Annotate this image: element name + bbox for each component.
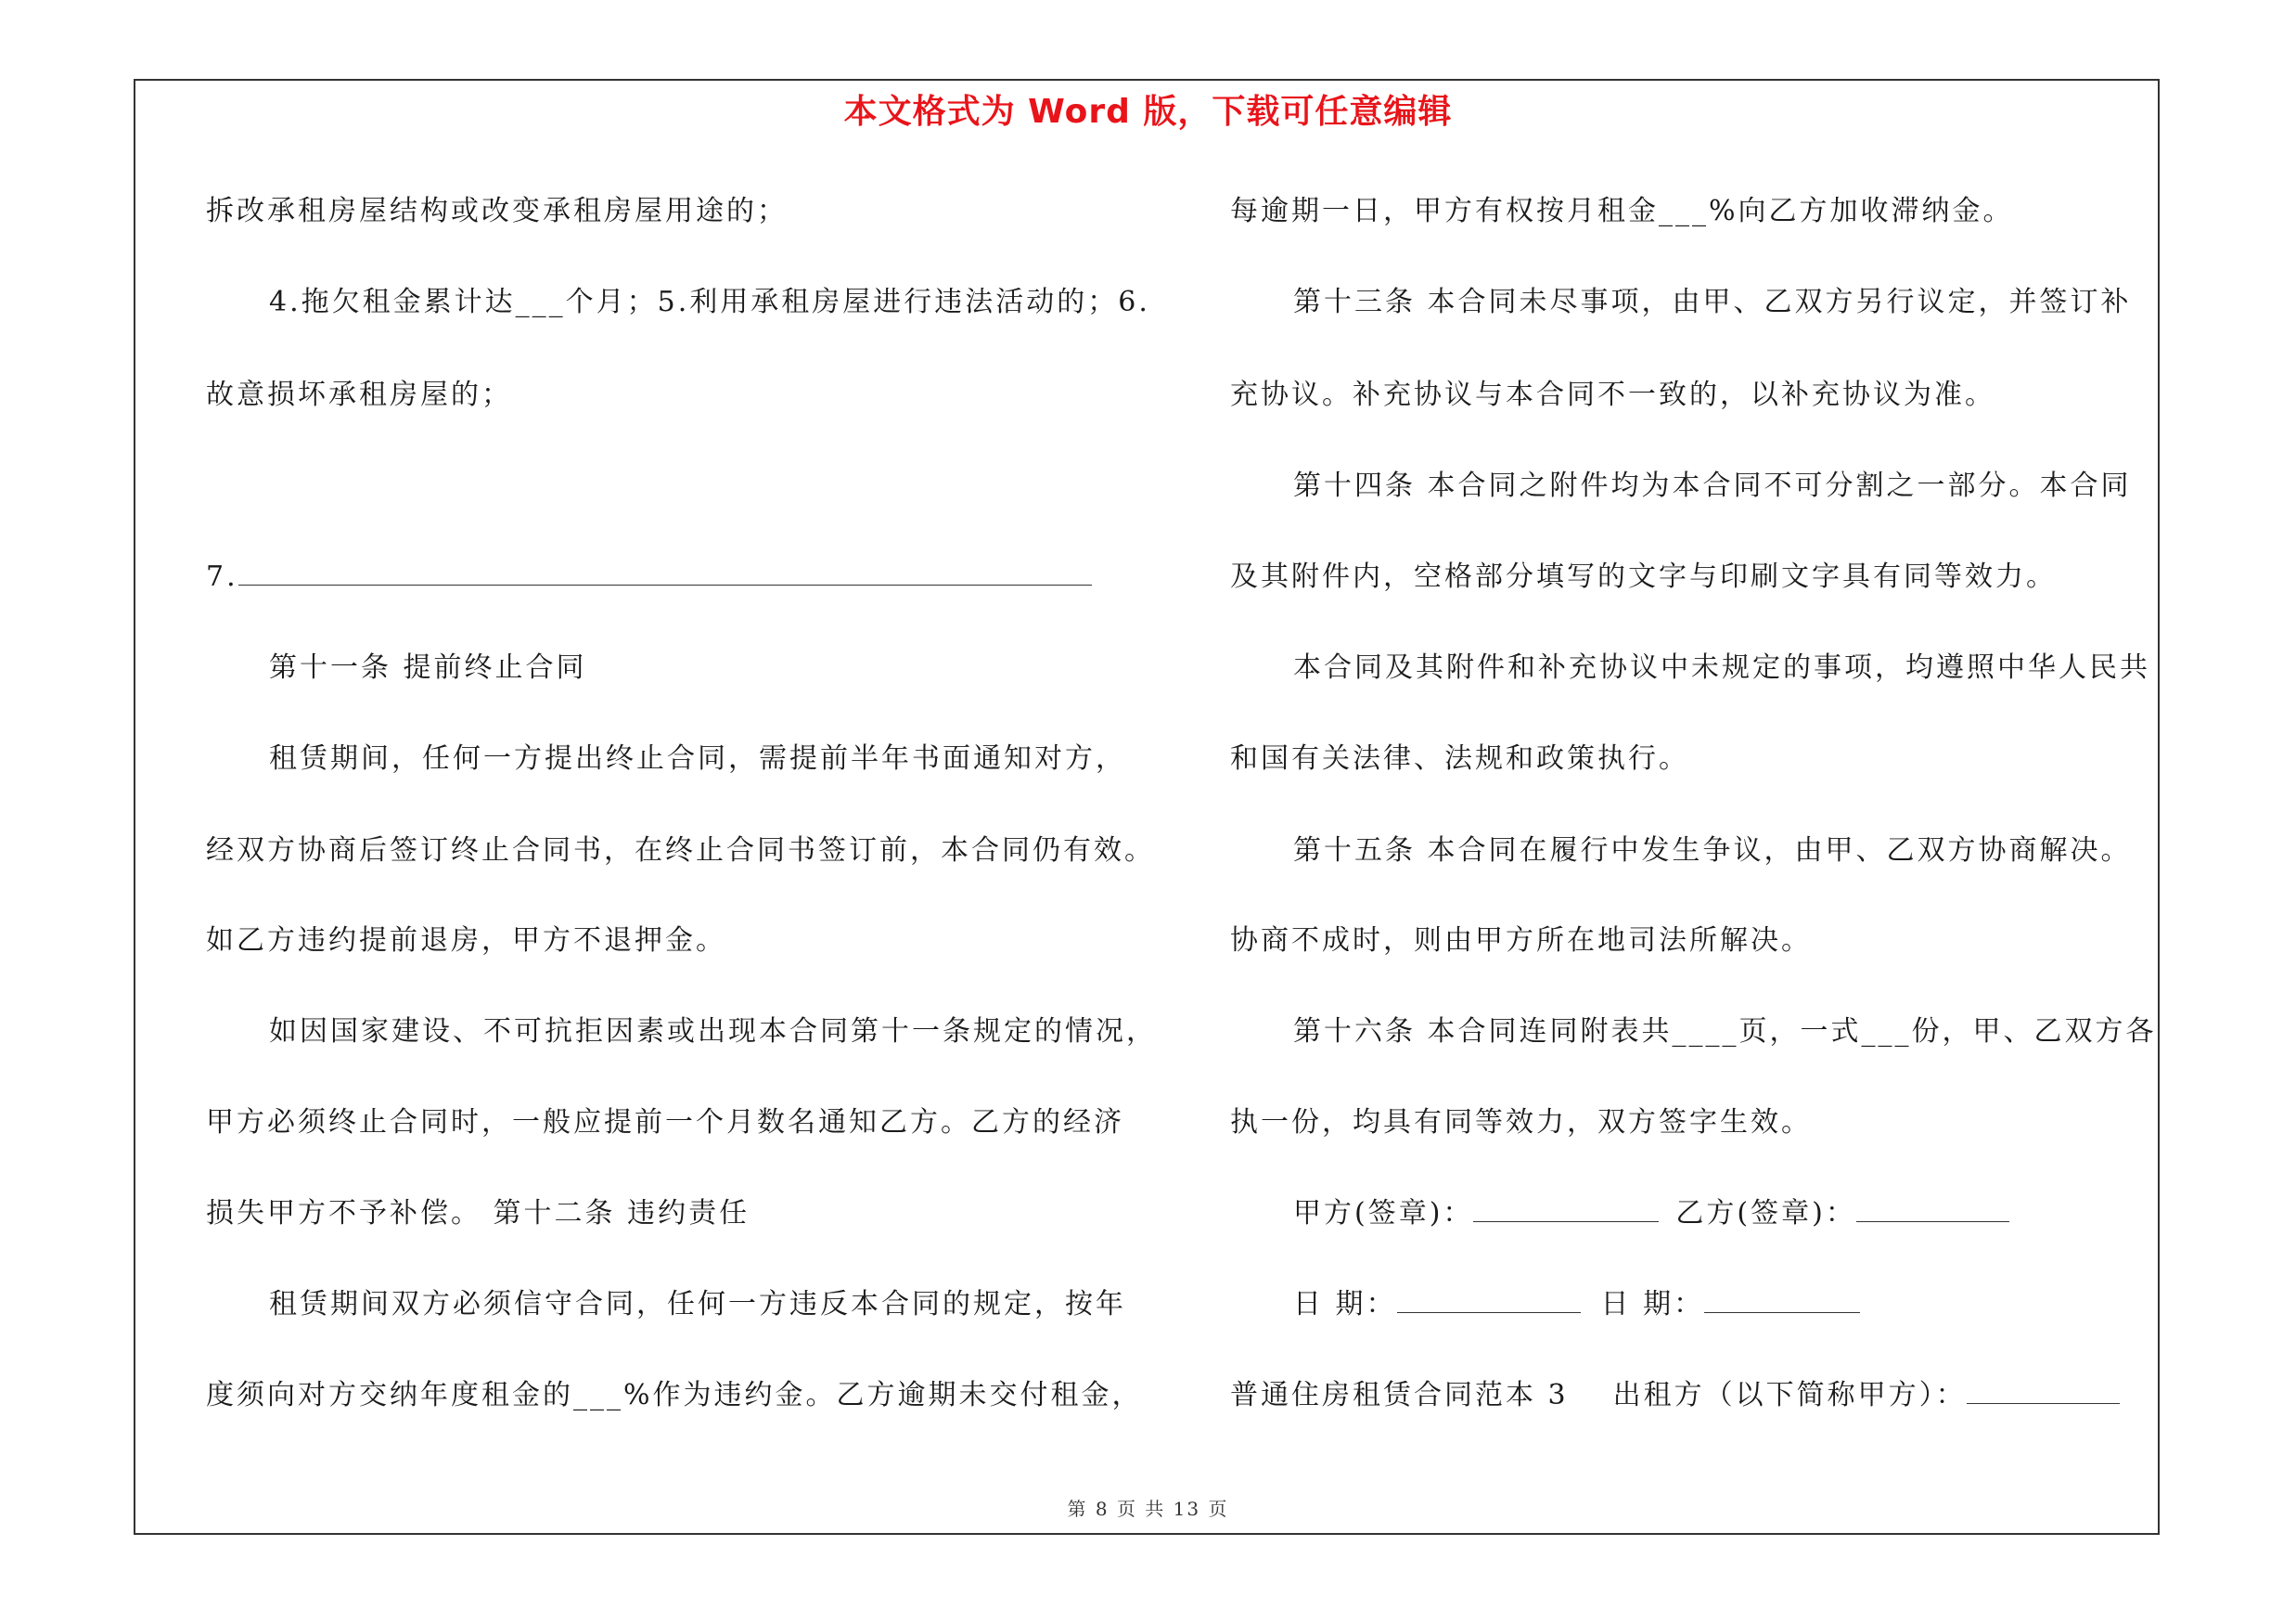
article-16: 第十六条 本合同连同附表共____页，一式___份，甲、乙双方各 bbox=[1293, 1015, 2157, 1048]
article-15: 第十五条 本合同在履行中发生争议，由甲、乙双方协商解决。 bbox=[1293, 834, 2132, 867]
party-a-signature-label: 甲方(签章)： bbox=[1293, 1197, 1474, 1230]
date-line bbox=[1293, 1286, 1860, 1323]
text-line: 每逾期一日，甲方有权按月租金___%向乙方加收滞纳金。 bbox=[1230, 195, 2014, 227]
text-line: 本合同及其附件和补充协议中未规定的事项，均遵照中华人民共 bbox=[1293, 651, 2150, 684]
item-7-blank bbox=[238, 560, 1092, 586]
party-a-date-field[interactable] bbox=[1397, 1288, 1581, 1313]
party-b-date-field[interactable] bbox=[1704, 1288, 1860, 1313]
lessor-label: 出租方（以下简称甲方）： bbox=[1612, 1379, 1967, 1411]
article-13: 第十三条 本合同未尽事项，由甲、乙双方另行议定，并签订补 bbox=[1293, 286, 2132, 318]
text-line: 充协议。补充协议与本合同不一致的，以补充协议为准。 bbox=[1230, 379, 1995, 411]
sample-3-line bbox=[1230, 1377, 2120, 1414]
text-line: 执一份，均具有同等效力，双方签字生效。 bbox=[1230, 1106, 1812, 1139]
text-line: 和国有关法律、法规和政策执行。 bbox=[1230, 742, 1689, 775]
article-14: 第十四条 本合同之附件均为本合同不可分割之一部分。本合同 bbox=[1293, 470, 2132, 502]
text-line: 度须向对方交纳年度租金的___%作为违约金。乙方逾期未交付租金， bbox=[206, 1379, 1143, 1411]
lessor-field[interactable] bbox=[1967, 1379, 2120, 1404]
text-line: 损失甲方不予补偿。 第十二条 违约责任 bbox=[206, 1197, 750, 1230]
signature-line bbox=[1293, 1195, 2009, 1232]
party-b-signature-field[interactable] bbox=[1856, 1197, 2009, 1222]
party-b-date-label: 日 期： bbox=[1600, 1288, 1705, 1320]
text-line: 及其附件内，空格部分填写的文字与印刷文字具有同等效力。 bbox=[1230, 560, 2057, 593]
text-line: 4.拖欠租金累计达___个月；5.利用承租房屋进行违法活动的；6. bbox=[269, 286, 1150, 318]
article-11-heading: 第十一条 提前终止合同 bbox=[269, 651, 587, 684]
item-7-label: 7. bbox=[206, 560, 238, 593]
text-line: 租赁期间双方必须信守合同，任何一方违反本合同的规定，按年 bbox=[269, 1288, 1126, 1320]
sample-3-title: 普通住房租赁合同范本 3 bbox=[1230, 1379, 1569, 1411]
text-line: 拆改承租房屋结构或改变承租房屋用途的； bbox=[206, 195, 788, 227]
text-line: 租赁期间，任何一方提出终止合同，需提前半年书面通知对方， bbox=[269, 742, 1126, 775]
party-a-signature-field[interactable] bbox=[1473, 1197, 1659, 1222]
text-line: 如乙方违约提前退房，甲方不退押金。 bbox=[206, 924, 726, 957]
text-line: 甲方必须终止合同时，一般应提前一个月数名通知乙方。乙方的经济 bbox=[206, 1106, 1124, 1139]
text-line: 如因国家建设、不可抗拒因素或出现本合同第十一条规定的情况， bbox=[269, 1015, 1157, 1048]
text-line: 故意损坏承租房屋的； bbox=[206, 379, 512, 411]
page-footer: 第 8 页 共 13 页 bbox=[1067, 1498, 1229, 1520]
party-b-signature-label: 乙方(签章)： bbox=[1675, 1197, 1856, 1230]
item-7-line bbox=[206, 559, 1092, 596]
party-a-date-label: 日 期： bbox=[1293, 1288, 1397, 1320]
text-line: 协商不成时，则由甲方所在地司法所解决。 bbox=[1230, 924, 1812, 957]
text-line: 经双方协商后签订终止合同书，在终止合同书签订前，本合同仍有效。 bbox=[206, 834, 1155, 867]
word-format-banner: 本文格式为 Word 版，下载可任意编辑 bbox=[843, 93, 1453, 131]
